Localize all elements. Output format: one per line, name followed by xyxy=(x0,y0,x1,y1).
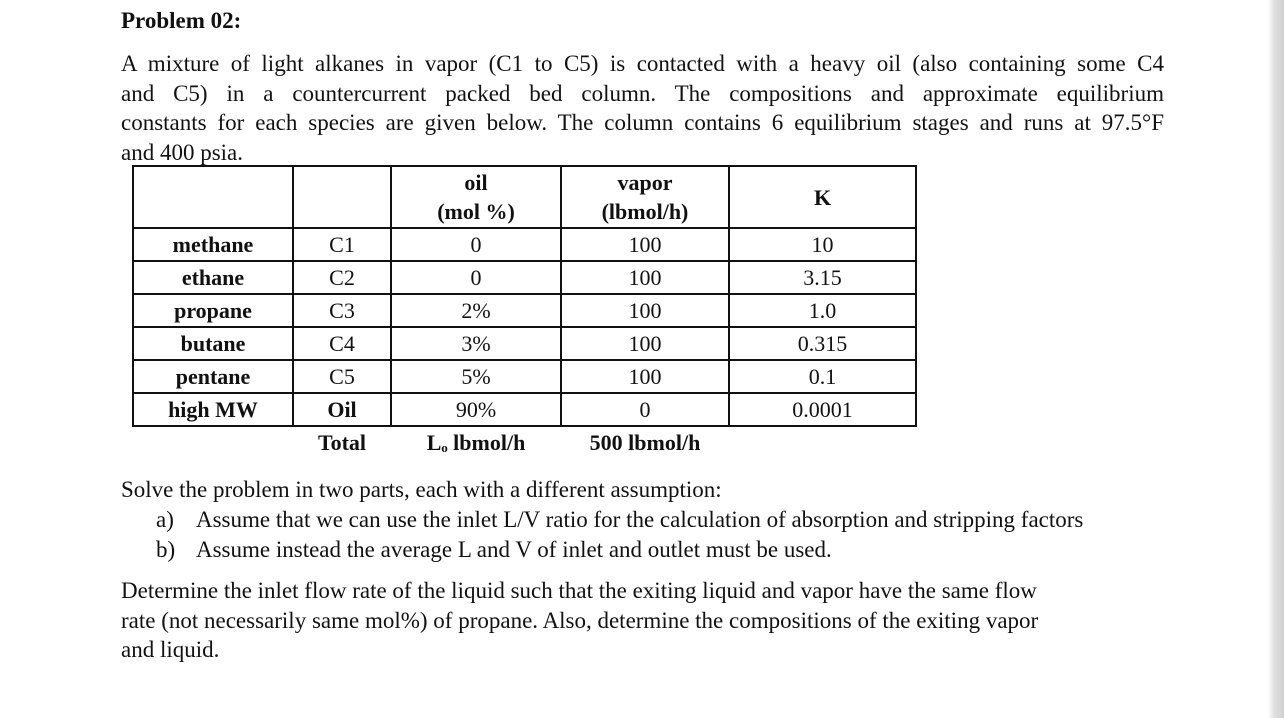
header-oil-label: oil xyxy=(464,170,488,195)
list-item xyxy=(156,505,1083,535)
parts-list xyxy=(156,505,1083,564)
species-name: butane xyxy=(133,327,293,360)
species-symbol: C3 xyxy=(293,294,391,327)
problem-statement xyxy=(121,49,1164,167)
list-item xyxy=(156,535,1083,565)
header-cell-blank xyxy=(293,166,391,228)
table-header-row xyxy=(133,166,916,228)
species-symbol: C5 xyxy=(293,360,391,393)
determine-line: Determine the inlet flow rate of the liquid such that the exiting liquid and vapor have the same flow xyxy=(121,578,1037,603)
vapor-flow: 0 xyxy=(561,393,729,426)
header-oil-unit: (mol %) xyxy=(437,199,515,224)
oil-composition: 90% xyxy=(391,393,561,426)
k-value: 0.1 xyxy=(729,360,916,393)
species-symbol: C1 xyxy=(293,228,391,261)
statement-line: A mixture of light alkanes in vapor (C1 to C5) is contacted with a heavy oil (also containing some C4 xyxy=(121,51,1164,76)
table-row xyxy=(133,261,916,294)
determine-paragraph xyxy=(121,576,1164,665)
header-cell-blank xyxy=(133,166,293,228)
species-name: propane xyxy=(133,294,293,327)
k-value: 0.0001 xyxy=(729,393,916,426)
k-value: 3.15 xyxy=(729,261,916,294)
k-value: 1.0 xyxy=(729,294,916,327)
header-vapor-label: vapor xyxy=(617,170,673,195)
vapor-flow: 100 xyxy=(561,360,729,393)
table-row xyxy=(133,393,916,426)
part-text: Assume that we can use the inlet L/V ratio for the calculation of absorption and stripping factors xyxy=(196,507,1084,532)
table-row xyxy=(133,360,916,393)
header-vapor-unit: (lbmol/h) xyxy=(601,199,689,224)
footer-blank xyxy=(729,426,916,459)
species-name: methane xyxy=(133,228,293,261)
statement-line: and C5) in a countercurrent packed bed column. The compositions and approximate equilibrium xyxy=(121,80,1164,106)
k-value: 10 xyxy=(729,228,916,261)
header-cell-oil xyxy=(391,166,561,228)
species-name: pentane xyxy=(133,360,293,393)
species-name: ethane xyxy=(133,261,293,294)
species-symbol: C4 xyxy=(293,327,391,360)
solve-intro: Solve the problem in two parts, each with a different assumption: xyxy=(121,477,722,502)
header-cell-vapor xyxy=(561,166,729,228)
species-name: high MW xyxy=(133,393,293,426)
vapor-flow: 100 xyxy=(561,327,729,360)
oil-composition: 0 xyxy=(391,228,561,261)
statement-line: constants for each species are given below. The column contains 6 equilibrium stages and runs at 97.5°F xyxy=(121,110,1164,135)
vapor-flow: 100 xyxy=(561,261,729,294)
footer-blank xyxy=(133,426,293,459)
species-symbol: Oil xyxy=(293,393,391,426)
determine-line: and liquid. xyxy=(121,637,220,662)
table-row xyxy=(133,228,916,261)
k-value: 0.315 xyxy=(729,327,916,360)
total-label: Total xyxy=(317,430,367,455)
oil-composition: 3% xyxy=(391,327,561,360)
vapor-flow: 100 xyxy=(561,294,729,327)
table-row xyxy=(133,294,916,327)
header-cell-k: K xyxy=(729,166,916,228)
part-text: Assume instead the average L and V of inlet and outlet must be used. xyxy=(196,536,832,562)
problem-title: Problem 02: xyxy=(121,8,242,33)
part-label: a) xyxy=(156,507,174,532)
vapor-total: 500 lbmol/h xyxy=(589,430,701,455)
vapor-flow: 100 xyxy=(561,228,729,261)
oil-total: Lₒ lbmol/h xyxy=(426,430,526,455)
composition-table xyxy=(132,165,917,459)
page-edge-shadow xyxy=(1268,0,1284,718)
oil-composition: 0 xyxy=(391,261,561,294)
part-label: b) xyxy=(156,536,176,562)
determine-line: rate (not necessarily same mol%) of propane. Also, determine the compositions of the exiting vapor xyxy=(121,607,1039,633)
table-row xyxy=(133,327,916,360)
table-footer-row xyxy=(133,426,916,459)
oil-composition: 5% xyxy=(391,360,561,393)
oil-composition: 2% xyxy=(391,294,561,327)
species-symbol: C2 xyxy=(293,261,391,294)
statement-line: and 400 psia. xyxy=(121,139,244,165)
